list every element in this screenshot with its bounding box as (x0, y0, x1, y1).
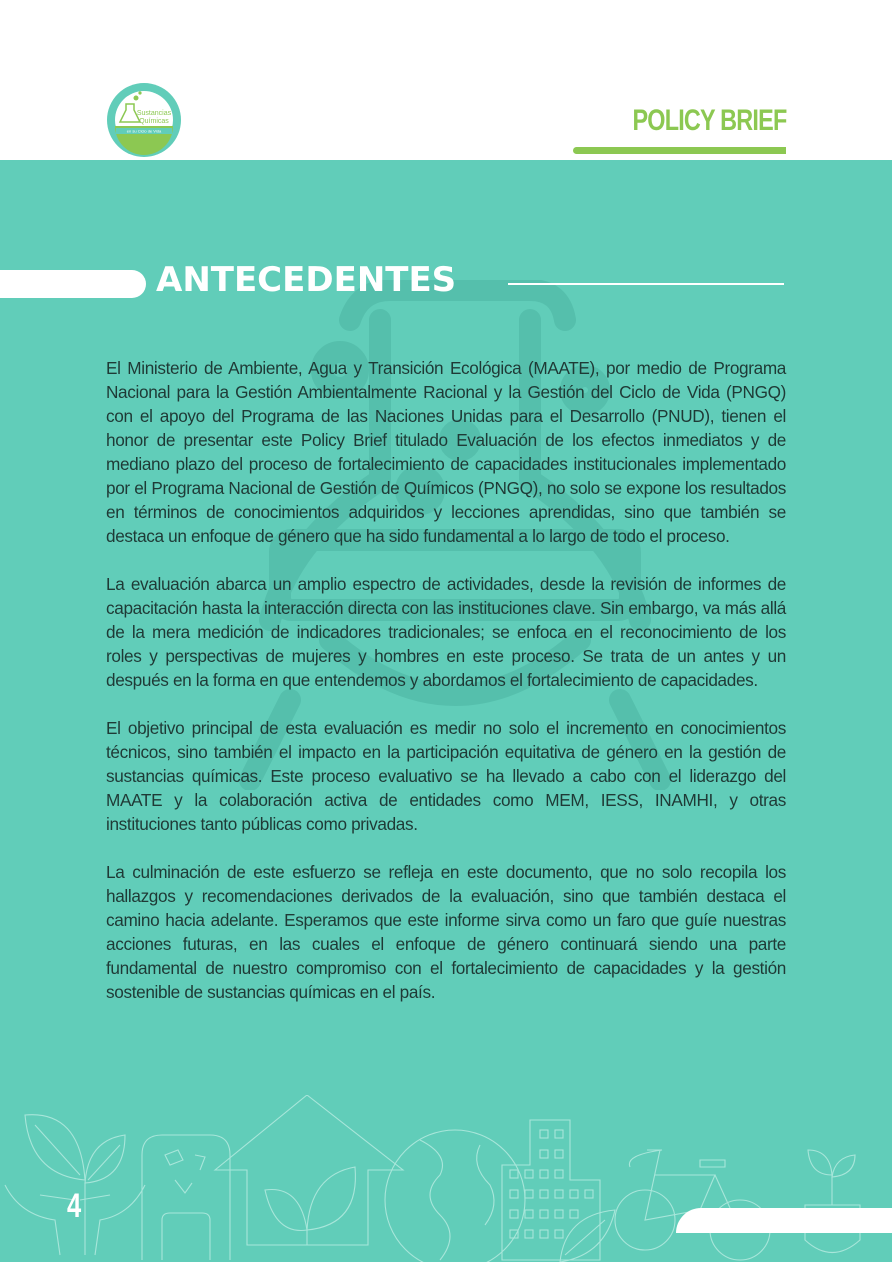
page-number: 4 (67, 1187, 82, 1225)
bicycle-icon (615, 1150, 770, 1260)
body-text (106, 356, 786, 1028)
house-leaf-icon (215, 1095, 403, 1245)
footer-bar-decoration (676, 1208, 892, 1233)
footer-illustrations (0, 1095, 892, 1262)
paragraph-1: El Ministerio de Ambiente, Agua y Transición Ecológica (MAATE), por medio de Programa Nacional para la Gestión Ambientalmente Racional y la Gestión del Ciclo de Vida (PNGQ) con el apoyo del Programa de las Naciones Unidas para el Desarrollo (PNUD), tienen el honor de presentar este Policy Brief titulado Evaluación de los efectos inmediatos y de mediano plazo del proceso de fortalecimiento de capacidades institucionales implementado por el Programa Nacional de Gestión de Químicos (PNGQ), no solo se expone los resultados en términos de conocimientos adquiridos y lecciones aprendidas, sino que también se destaca un enfoque de género que ha sido fundamental a lo largo de todo el proceso. (106, 358, 786, 546)
policy-brief-underline (573, 147, 786, 154)
recycle-bin-icon (142, 1135, 230, 1260)
globe-icon (385, 1130, 525, 1262)
hands-plant-icon (5, 1115, 145, 1255)
section-title-rule (508, 283, 784, 285)
policy-brief-label: POLICY BRIEF (631, 104, 786, 137)
content-panel (0, 160, 892, 1262)
logo-band-text: en su Ciclo de Vida (126, 128, 162, 134)
page-header (0, 0, 892, 160)
building-icon (502, 1120, 600, 1260)
leaf-icon (560, 1210, 615, 1262)
paragraph-3: El objetivo principal de esta evaluación es medir no solo el incremento en conocimientos técnicos, sino también el impacto en la participación equitativa de género en la gestión de sustancias químicas. Este proceso evaluativo se ha llevado a cabo con el liderazgo del MAATE y la colaboración activa de entidades como MEM, IESS, INAMHI, y otras instituciones tanto públicas como privadas. (106, 718, 786, 834)
section-pill-decoration (0, 270, 146, 298)
paragraph-4: La culminación de este esfuerzo se refleja en este documento, que no solo recopila los hallazgos y recomendaciones derivados de la evaluación, sino que también destaca el camino hacia adelante. Esperamos que este informe sirva como un faro que guíe nuestras acciones futuras, en las cuales el enfoque de género continuará siendo una parte fundamental de nuestro compromiso con el fortalecimiento de capacidades y la gestión sostenible de sustancias químicas en el país. (106, 862, 786, 1002)
potted-plant-icon (805, 1150, 860, 1253)
sustancias-quimicas-logo (102, 82, 186, 158)
paragraph-2: La evaluación abarca un amplio espectro de actividades, desde la revisión de informes de capacitación hasta la interacción directa con las instituciones clave. Sin embargo, va más allá de la mera medición de indicadores tradicionales; se enfoca en el reconocimiento de los roles y perspectivas de mujeres y hombres en este proceso. Se trata de un antes y un después en la forma en que entendemos y abordamos el fortalecimiento de capacidades. (106, 574, 786, 690)
logo-title-line2: Químicas (139, 118, 169, 125)
logo-title-line1: Sustancias (136, 110, 172, 117)
section-title: ANTECEDENTES (156, 260, 457, 300)
